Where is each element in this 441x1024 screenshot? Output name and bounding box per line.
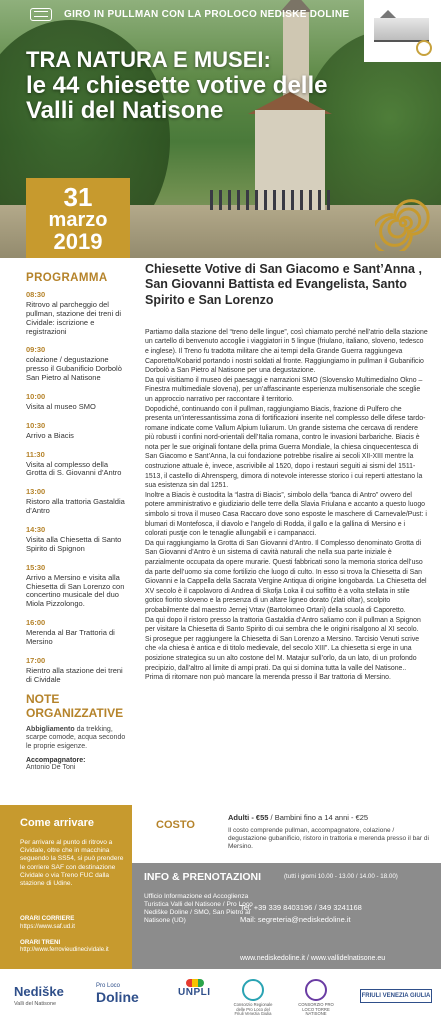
hero-title [26,48,356,123]
note-heading [26,693,130,719]
article-paragraph: Da qui visitiamo il museo dei paesaggi e narrazioni SMO (Slovensko Multimedialno Okno – Finestra multimediale slovena), per un’affascinante esperienza multisensoriale che sceglie un approccio narrativo per raccontare il territorio. [145,376,423,403]
proloco-doline-logo [96,983,139,1007]
info-office: Ufficio Informazione ed Accoglienza Turistica Valli del Natisone / Pro Loco Nediške Doline / SMO, San Pietro al Natisone (UD) [144,893,253,925]
date-day: 31 [63,182,93,212]
note-guide-text: Antonio De Toni [26,763,76,771]
list-item [26,525,130,554]
list-item [26,392,130,412]
consorzio-torre-icon [305,979,327,1001]
item-time: 13:00 [26,487,46,497]
item-time: 14:30 [26,524,46,534]
article-paragraph: Prima di ritornare non può mancare la merenda presso il Bar trattoria di Mersino. [145,674,391,682]
note-guide-label: Accompagnatore: [26,756,86,764]
fvg-logo: FRIULI VENEZIA GIULIA [360,989,432,1003]
date-year: 2019 [53,229,103,254]
info-hours: (tutti i giorni 10.00 - 13.00 / 14.00 - 18.00) [284,873,398,880]
proloco-logo [364,0,441,62]
article-body [145,328,429,683]
price-line [228,813,368,822]
item-time: 08:30 [26,290,46,299]
consorzio-fvg-logo [232,979,274,1017]
info-email[interactable]: Mail: segreteria@nediskedoline.it [240,915,351,924]
item-desc: Arrivo a Biacis [26,430,74,440]
item-time: 10:30 [26,420,46,430]
item-time: 10:00 [26,391,46,401]
list-item [26,290,130,336]
left-column [26,272,130,772]
note-heading-line-2: ORGANIZZATIVE [26,705,124,720]
item-time: 17:00 [26,655,46,665]
bus-times-link[interactable]: https://www.saf.ud.it [20,923,76,930]
info-phone[interactable]: Tel: +39 339 8403196 / 349 3241168 [240,903,362,912]
nediske-logo-sub: Valli del Natisone [14,1001,57,1007]
date-badge [26,178,130,258]
item-desc: Ritrovo al parcheggio del pullman, stazione dei treni di Cividale: iscrizione e registrazioni [26,300,122,336]
list-item [26,487,130,516]
article-paragraph: Da qui dopo il ristoro presso la trattoria Gastaldia d’Antro saliamo con il pullman a Spignon per visitare la Chiesetta di Santo Spirito di cui sembra che le origini risalgono al XI secolo. [145,616,421,634]
spiral-logo-icon [416,40,432,56]
list-item [26,618,130,647]
bus-times-label: ORARI CORRIERE [20,915,75,922]
item-desc: Rientro alla stazione dei treni di Cividale [26,665,123,684]
proloco-label: Pro Loco [96,983,121,989]
title-line-2: le 44 chiesette votive delle Valli del Natisone [26,72,328,125]
come-arrivare-panel [0,805,132,969]
programma-heading: PROGRAMMA [26,272,108,284]
article-paragraph: Inoltre a Biacis è custodita la “lastra di Biacis”, simbolo della “banca di Antro” ovvero del potere amministrativo e giudiziario delle terre della Slavia Friulana e accanto a questo luogo simbolo si trova il museo Casa Raccaro dove sono esposte le maschere di Carnevale/Pust: i blumari di Montefosca, il diavolo e l’angelo di Rodda, il gallo e la gallina di Mersino e i colorati pustje con le tenaglie allungabili e i campanacci. [145,491,427,538]
article-paragraph: Da qui raggiungiamo la Grotta di San Giovanni d’Antro. Il Complesso denominato Grotta di San Giovanni d’Antro è un sistema di cavità naturali che nella sua parte iniziale è parzialmente occupata da opere murarie. Questi fabbricati sono la memoria storica dell’uso da parte dell’uomo sia come fortilizio che luogo di culto. In esso si trova la Chiesetta di San Giovanni e la Cappella della Sacrata Vergine Antiqua di origine longobarda. La Chiesetta del XV secolo è il capolavoro di Andrea di Skofja Loka il cui soffitto è a volta stellata in stile gotico fiorito sloveno e la presenza di un altare ligneo dorato (zlati oltar), scolpito probabilmente dal maestro Jernej Vrtav (Bartolomeo Ortari) della scuola di Caporetto. [145,539,427,614]
doline-label: Doline [96,989,139,1005]
list-item [26,450,130,479]
list-item [26,421,130,441]
nediske-logo-name: Nediške [14,984,64,999]
date-month: marzo [48,209,108,231]
bus-icon [30,8,52,21]
item-desc: Ristoro alla trattoria Gastaldia d’Antro [26,497,125,516]
item-desc: Visita al museo SMO [26,401,96,411]
list-item [26,563,130,609]
note-clothing [26,726,130,751]
item-desc: Arrivo a Mersino e visita alla Chiesetta di San Lorenzo con concertino musicale del duo Miola Pizzolongo. [26,572,125,609]
list-item [26,656,130,685]
train-times-link[interactable]: http://www.ferrovieudinecividale.it [20,947,109,953]
programma-list [26,290,130,684]
footer-logos [0,969,441,1024]
village-logo-icon [374,18,429,42]
info-heading: INFO & PRENOTAZIONI [144,871,262,883]
item-desc: Visita alla Chiesetta di Santo Spirito di Spignon [26,534,122,553]
item-desc: colazione / degustazione presso il Gubanificio Dorbolò San Pietro al Natisone [26,355,122,383]
item-desc: Visita al complesso della Grotta di S. Giovanni d’Antro [26,459,122,478]
spiral-icon [375,195,431,251]
price-child: / Bambini fino a 14 anni - €25 [270,813,369,822]
article-paragraph: Partiamo dalla stazione del “treno delle lingue”, così chiamato perché nell’atrio della stazione un cartello di benvenuto accoglie i viaggiatori in 5 lingue (friulano, italiano, sloveno, tedesco e inglese). Il Treno fu tradotta militare che ai tempi della Grande Guerra raggiungeva Caporetto/Kobarid portando i nostri soldati al fronte. Raggiungiamo in pullman il Gubanificio Dorbolò a San Pietro al Natisone per una degustazione. [145,328,428,375]
tagline: GIRO IN PULLMAN CON LA PROLOCO NEDISKE DOLINE [64,9,350,20]
consorzio-torre-logo [294,979,338,1017]
item-time: 16:00 [26,618,46,628]
costo-heading: COSTO [156,819,195,831]
article-paragraph: Dopodiché, continuando con il pullman, raggiungiamo Biacis, frazione di Pulfero che presenta un’interessantissima zona di fortificazioni inserite nel complesso delle difese tardo-romane indicate come Vallum Alpium Iuliarum. Un grande sistema che cercava di rendere più robusti i confini nord-orientali dell’Italia romana, contro le invasioni barbariche. Biacis è nota per le sue originali fontane della prima Guerra Mondiale, la chiesa cinquecentesca di San Giacomo e Sant’Anna, la cui fondazione potrebbe risalire ai secoli XII-XIII mentre la costruzione attuale è, invece, ascrivibile al 1520, dopo i restauri seguiti ai sismi del 1511-1513, il castello di Ahrensperg, dimora di notevole interesse storico i cui reperti attestano la sua esistenza sin dal 1251. [145,405,426,490]
consorzio-fvg-icon [242,979,264,1001]
article [145,262,429,683]
nediske-logo [14,983,64,1007]
item-time: 15:30 [26,562,46,572]
item-time: 09:30 [26,345,46,355]
consorzio-torre-text: CONSORZIO PRO LOCO TORRE NATISONE [298,1002,334,1017]
unpli-logo: UNPLI [178,987,211,998]
article-paragraph: Si prosegue per raggiungere la Chiesetta di San Lorenzo a Mersino. Tarcisio Venuti scrive che «la chiesa è antica e di titolo medievale, del secolo XIII”. La chiesetta si erge in una posizione strategica su un alto costone del M. Matajur sull’orlo, da un lato, di un profondo precipizio, dall’altro al limite di ampi prati. Da qui si domina tutta la valle del Natisone.. [145,635,420,672]
note-clothing-label: Abbigliamento [26,725,75,733]
article-title: Chiesette Votive di San Giacomo e Sant’Anna , San Giovanni Battista ed Evangelista, Santo Spirito e San Lorenzo [145,262,422,307]
note-heading-line-1: NOTE [26,692,60,707]
arrive-heading: Come arrivare [20,817,94,829]
price-adult: Adulti - €55 [228,813,269,822]
info-panel [132,863,441,969]
note-clothing-text: da trekking, scarpe comode, acqua secondo le proprie esigenze. [26,725,126,750]
consorzio-fvg-text: Consorzio Regionale delle Pro Loco del Friuli Venezia Giulia [233,1002,273,1017]
item-time: 11:30 [26,449,45,459]
list-item [26,345,130,383]
train-times-label: ORARI TRENI [20,939,61,946]
title-line-1: TRA NATURA E MUSEI: [26,47,271,72]
unpli-mark-icon [186,979,204,987]
info-websites[interactable]: www.nediskedoline.it / www.vallidelnatisone.eu [240,955,386,962]
arrive-text: Per arrivare al punto di ritrovo a Cividale, oltre che in macchina seguendo la SS54, si può prendere le corriere SAF con destinazione Cividale o via Treno FUC dalla stazione di Udine. [20,839,124,888]
costo-panel [132,805,441,863]
price-includes: Il costo comprende pullman, accompagnatore, colazione / degustazione gubanificio, ristoro in trattoria e merenda presso il bar di Mersino. [228,827,429,851]
item-desc: Merenda al Bar Trattoria di Mersino [26,628,115,646]
visitors [210,190,330,210]
